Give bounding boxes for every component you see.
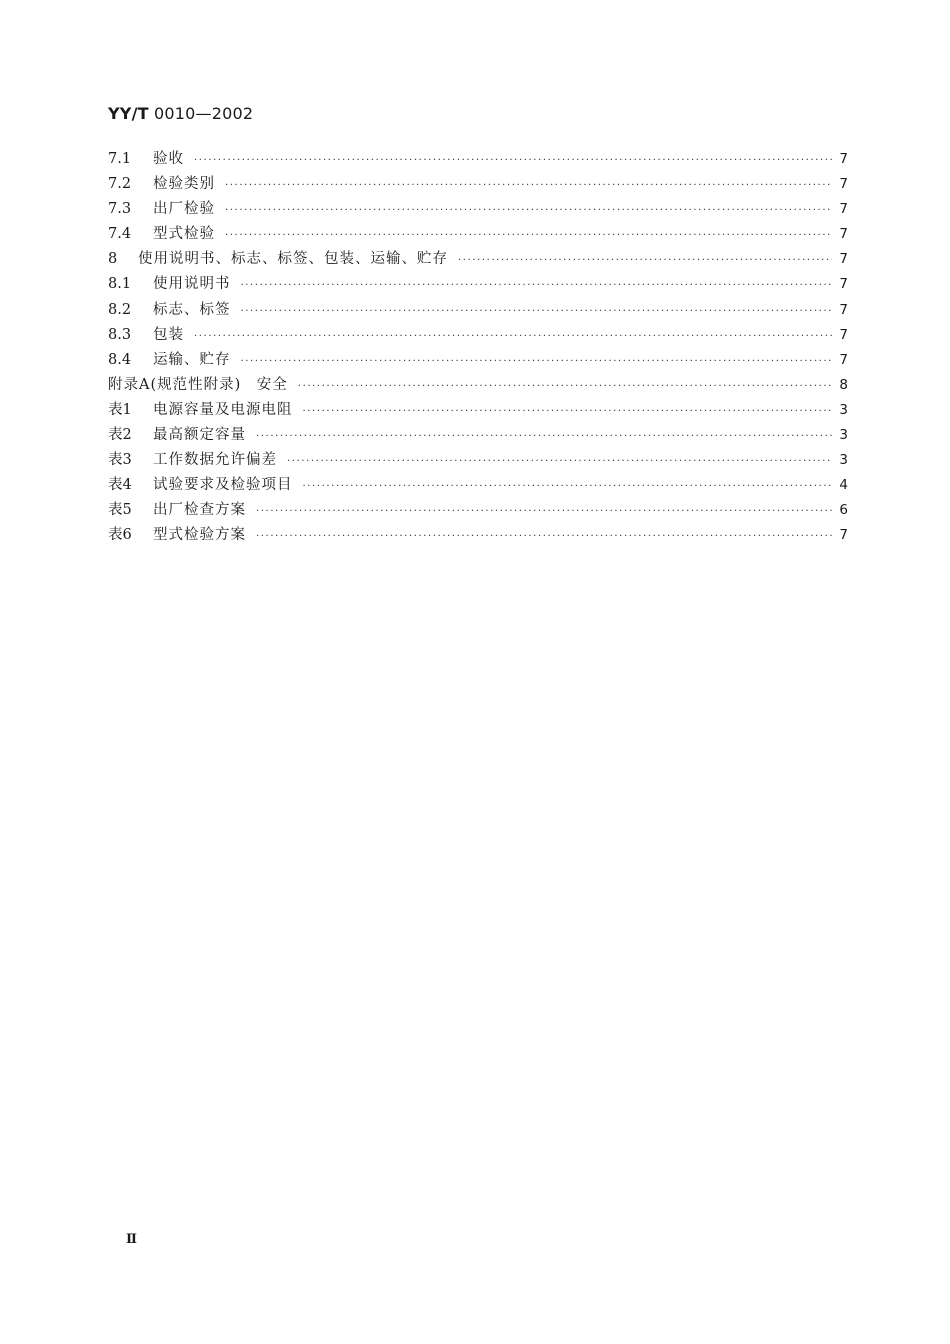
- toc-leader-dots: [241, 273, 833, 298]
- toc-entry-8[interactable]: [108, 247, 848, 272]
- toc-entry-number: 8.1: [108, 276, 132, 293]
- standard-number: 0010—2002: [154, 104, 254, 123]
- toc-entry-title: 标志、标签: [153, 301, 231, 318]
- toc-leader-dots: [458, 248, 832, 273]
- toc-entry-7-2[interactable]: [108, 172, 848, 197]
- toc-entry-title: 型式检验方案: [153, 527, 246, 544]
- toc-entry-page: 7: [839, 151, 848, 167]
- toc-entry-8-2[interactable]: [108, 298, 848, 323]
- toc-entry-page: 7: [839, 176, 848, 193]
- toc-leader-dots: [256, 424, 832, 449]
- toc-entry-title: 运输、贮存: [153, 351, 231, 368]
- toc-entry-number: 8.2: [108, 301, 132, 318]
- toc-entry-number: 表3: [108, 452, 132, 469]
- toc-entry-number: 7.1: [108, 151, 132, 167]
- toc-entry-title: 工作数据允许偏差: [153, 452, 277, 469]
- toc-entry-page: 3: [839, 427, 848, 444]
- toc-leader-dots: [194, 148, 832, 173]
- toc-leader-dots: [303, 399, 833, 424]
- toc-entry-title: 包装: [153, 326, 184, 343]
- toc-entry-title: 出厂检验: [153, 201, 215, 218]
- toc-entry-table-4[interactable]: [108, 473, 848, 498]
- toc-entry-8-3[interactable]: [108, 323, 848, 348]
- toc-entry-number: 8: [108, 251, 118, 268]
- toc-leader-dots: [194, 324, 832, 349]
- toc-entry-page: 7: [839, 326, 848, 343]
- toc-entry-page: 7: [839, 201, 848, 218]
- toc-entry-table-1[interactable]: [108, 398, 848, 423]
- toc-entry-number: 表5: [108, 502, 132, 519]
- toc-entry-page: 7: [839, 351, 848, 368]
- toc-leader-dots: [225, 223, 832, 248]
- toc-leader-dots: [256, 499, 832, 524]
- toc-entry-number: 7.2: [108, 176, 132, 193]
- toc-entry-page: 7: [839, 276, 848, 293]
- toc-leader-dots: [241, 349, 833, 374]
- toc-entry-title: 检验类别: [153, 176, 215, 193]
- toc-entry-number: 8.3: [108, 326, 132, 343]
- toc-entry-7-4[interactable]: [108, 222, 848, 247]
- toc-entry-7-1[interactable]: [108, 147, 848, 172]
- toc-entry-title: 附录A(规范性附录) 安全: [108, 376, 288, 393]
- toc-entry-table-6[interactable]: [108, 523, 848, 548]
- toc-entry-title: 试验要求及检验项目: [153, 477, 293, 494]
- toc-entry-page: 6: [839, 502, 848, 519]
- toc-entry-page: 7: [839, 527, 848, 544]
- toc-entry-page: 4: [839, 477, 848, 494]
- toc-leader-dots: [225, 198, 832, 223]
- toc-entry-number: 表1: [108, 401, 132, 418]
- toc-entry-7-3[interactable]: [108, 197, 848, 222]
- toc-entry-page: 7: [839, 251, 848, 268]
- toc-entry-page: 3: [839, 452, 848, 469]
- toc-entry-number: 表6: [108, 527, 132, 544]
- standard-code: YY/T: [108, 104, 149, 123]
- document-header: [108, 104, 253, 123]
- toc-entry-appendix-a[interactable]: [108, 373, 848, 398]
- toc-entry-title: 电源容量及电源电阻: [153, 401, 293, 418]
- toc-entry-title: 验收: [153, 151, 184, 167]
- toc-entry-table-3[interactable]: [108, 448, 848, 473]
- toc-entry-number: 7.4: [108, 226, 132, 243]
- page-number: Ⅱ: [126, 1232, 137, 1247]
- toc-entry-table-2[interactable]: [108, 423, 848, 448]
- toc-leader-dots: [256, 524, 832, 549]
- table-of-contents: [108, 147, 848, 549]
- toc-entry-page: 8: [839, 376, 848, 393]
- toc-entry-title: 型式检验: [153, 226, 215, 243]
- toc-entry-page: 3: [839, 401, 848, 418]
- toc-entry-number: 7.3: [108, 201, 132, 218]
- toc-entry-number: 表2: [108, 427, 132, 444]
- toc-leader-dots: [225, 173, 832, 198]
- toc-leader-dots: [241, 299, 833, 324]
- toc-leader-dots: [303, 474, 833, 499]
- toc-leader-dots: [298, 374, 832, 399]
- toc-entry-title: 最高额定容量: [153, 427, 246, 444]
- toc-entry-table-5[interactable]: [108, 498, 848, 523]
- toc-entry-page: 7: [839, 226, 848, 243]
- toc-entry-8-4[interactable]: [108, 348, 848, 373]
- toc-entry-title: 使用说明书: [153, 276, 231, 293]
- toc-entry-title: 使用说明书、标志、标签、包装、运输、贮存: [138, 251, 448, 268]
- toc-leader-dots: [287, 449, 832, 474]
- toc-entry-number: 表4: [108, 477, 132, 494]
- toc-entry-8-1[interactable]: [108, 272, 848, 297]
- toc-entry-title: 出厂检查方案: [153, 502, 246, 519]
- toc-entry-number: 8.4: [108, 351, 132, 368]
- toc-entry-page: 7: [839, 301, 848, 318]
